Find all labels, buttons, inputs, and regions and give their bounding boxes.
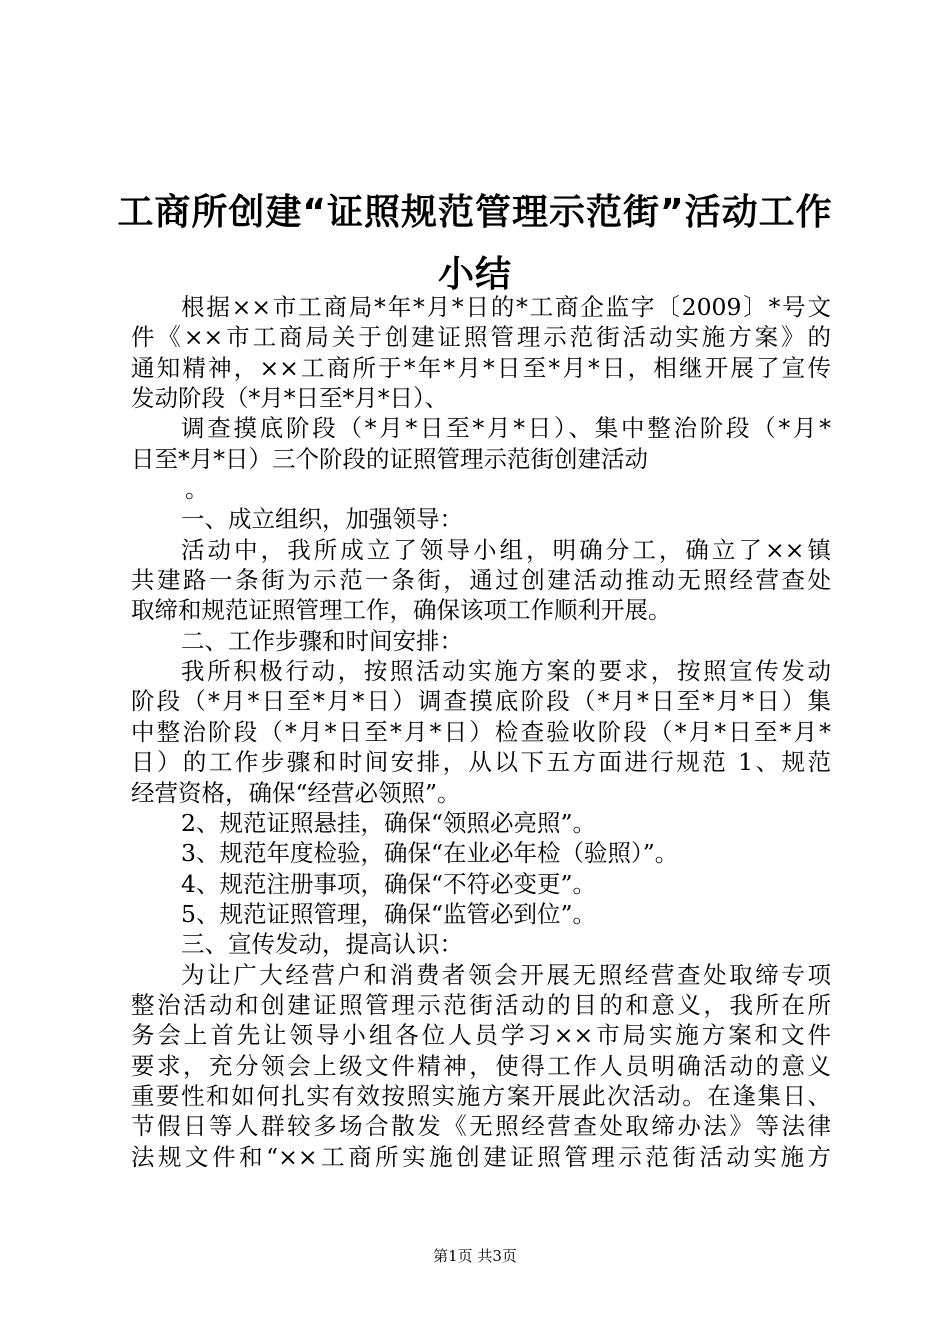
section-heading: 二、工作步骤和时间安排： xyxy=(181,626,463,655)
body-line: 中整治阶段（*月*日至*月*日）检查验收阶段（*月*日至*月* xyxy=(131,717,831,746)
body-line: 为让广大经营户和消费者领会开展无照经营查处取缔专项 xyxy=(181,960,831,989)
page-footer: 第1页 共3页 xyxy=(433,1247,517,1265)
body-line: 经营资格，确保“经营必领照”。 xyxy=(131,778,461,807)
body-line: 务会上首先让领导小组各位人员学习××市局实施方案和文件 xyxy=(131,1021,831,1050)
document-title-line-2: 小结 xyxy=(437,254,512,295)
section-heading: 三、宣传发动，提高认识： xyxy=(181,930,463,959)
body-line: 我所积极行动，按照活动实施方案的要求，按照宣传发动 xyxy=(181,657,831,686)
body-line: 活动中，我所成立了领导小组，明确分工，确立了××镇 xyxy=(181,535,831,564)
section-heading: 一、成立组织，加强领导： xyxy=(181,505,463,534)
list-item: 2、规范证照悬挂，确保“领照必亮照”。 xyxy=(181,808,596,837)
body-line: 重要性和如何扎实有效按照实施方案开展此次活动。在逢集日、 xyxy=(131,1081,831,1110)
body-line: 日）的工作步骤和时间安排，从以下五方面进行规范 1、规范 xyxy=(131,748,831,777)
list-item: 3、规范年度检验，确保“在业必年检（验照）”。 xyxy=(181,839,679,868)
body-line: 要求，充分领会上级文件精神，使得工作人员明确活动的意义 xyxy=(131,1051,831,1080)
body-line: 通知精神，××工商所于*年*月*日至*月*日，相继开展了宣传 xyxy=(131,353,831,382)
document-body xyxy=(131,292,831,1172)
body-line: 调查摸底阶段（*月*日至*月*日）、集中整治阶段（*月* xyxy=(181,414,831,443)
body-line: 共建路一条街为示范一条街，通过创建活动推动无照经营查处 xyxy=(131,566,831,595)
body-line: 节假日等人群较多场合散发《无照经营查处取缔办法》等法律 xyxy=(131,1112,831,1141)
body-line: 发动阶段（*月*日至*月*日）、 xyxy=(131,384,449,413)
body-line: 日至*月*日）三个阶段的证照管理示范街创建活动 xyxy=(131,444,648,473)
body-line: 。 xyxy=(185,475,209,504)
body-line: 根据××市工商局*年*月*日的*工商企监字〔2009〕*号文 xyxy=(181,293,831,321)
list-item: 5、规范证照管理，确保“监管必到位”。 xyxy=(181,899,596,928)
body-line: 件《××市工商局关于创建证照管理示范街活动实施方案》的 xyxy=(131,323,831,352)
body-line: 取缔和规范证照管理工作，确保该项工作顺利开展。 xyxy=(131,596,672,625)
document-title-line-1: 工商所创建“证照规范管理示范街”活动工作 xyxy=(117,192,833,233)
body-line: 法规文件和“××工商所实施创建证照管理示范街活动实施方 xyxy=(131,1142,831,1171)
body-line: 整治活动和创建证照管理示范街活动的目的和意义，我所在所 xyxy=(131,990,831,1019)
body-line: 阶段（*月*日至*月*日）调查摸底阶段（*月*日至*月*日）集 xyxy=(131,687,831,716)
list-item: 4、规范注册事项，确保“不符必变更”。 xyxy=(181,869,596,898)
